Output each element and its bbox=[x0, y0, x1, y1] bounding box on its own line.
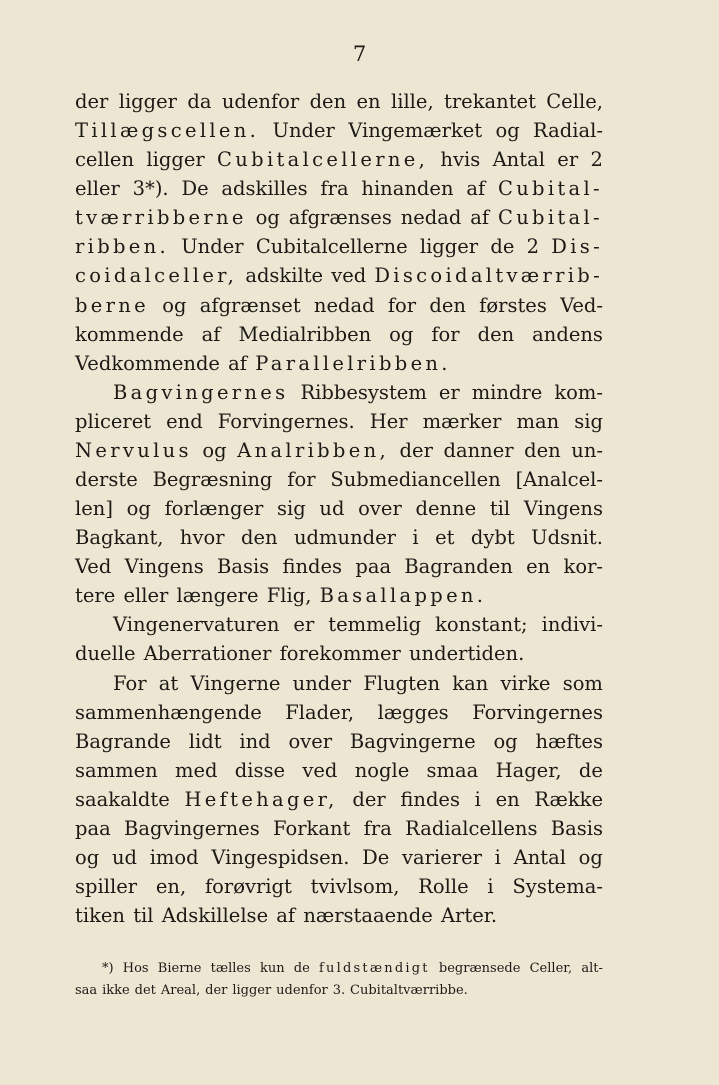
word: det bbox=[134, 983, 156, 998]
word: end bbox=[166, 409, 203, 433]
word: Heftehager, bbox=[184, 787, 338, 811]
word: en bbox=[526, 555, 551, 579]
word: disse bbox=[234, 758, 286, 782]
word: denne bbox=[415, 497, 477, 521]
word: ved bbox=[331, 264, 367, 288]
word: Systema- bbox=[512, 875, 603, 899]
text-line bbox=[75, 87, 603, 116]
word: berne bbox=[75, 293, 150, 317]
word: Nervulus bbox=[75, 438, 192, 462]
word: for bbox=[287, 468, 316, 492]
word: en bbox=[356, 90, 381, 113]
word: pliceret bbox=[75, 409, 152, 433]
word: saa bbox=[75, 983, 98, 998]
text-line bbox=[75, 552, 603, 581]
word: *) bbox=[102, 961, 114, 976]
word: Ved bbox=[75, 555, 112, 579]
word: sig bbox=[277, 497, 306, 521]
word: af bbox=[470, 206, 490, 230]
word: den bbox=[309, 90, 347, 113]
word: lille, bbox=[390, 90, 434, 113]
word: Basis bbox=[550, 816, 603, 840]
word: hinanden bbox=[361, 177, 454, 201]
word: len] bbox=[75, 497, 113, 521]
word: De bbox=[362, 846, 390, 870]
word: ved bbox=[302, 758, 338, 782]
word: Vingenervaturen bbox=[113, 613, 280, 637]
text-line bbox=[75, 349, 603, 378]
word: hvis bbox=[440, 148, 481, 172]
word: Udsnit. bbox=[531, 526, 603, 550]
text-line bbox=[75, 494, 603, 523]
word: til bbox=[133, 904, 154, 928]
word: Tillægscellen. bbox=[75, 119, 260, 143]
word: og bbox=[75, 846, 100, 870]
word: hæftes bbox=[535, 729, 603, 753]
text-line bbox=[75, 814, 603, 843]
text-line bbox=[75, 581, 603, 610]
word: lidt bbox=[188, 729, 222, 753]
word: af bbox=[466, 177, 486, 201]
word: Adskillelse bbox=[161, 904, 269, 928]
word: sammenhængende bbox=[75, 700, 262, 724]
word: Submediancellen bbox=[330, 468, 501, 492]
word: af bbox=[201, 322, 221, 346]
word: og bbox=[126, 497, 151, 521]
word: Vingerne bbox=[190, 671, 281, 695]
text-line bbox=[75, 698, 603, 727]
word: i bbox=[494, 846, 501, 870]
word: ligger bbox=[232, 983, 272, 998]
word: Aberrationer bbox=[143, 642, 272, 666]
word: forekommer bbox=[279, 642, 401, 666]
word: alt- bbox=[581, 961, 603, 976]
word: kun bbox=[259, 961, 285, 976]
word: Areal, bbox=[160, 983, 201, 998]
word: sammen bbox=[75, 758, 158, 782]
word: førstes bbox=[479, 293, 547, 317]
word: kor- bbox=[563, 555, 603, 579]
word: Under bbox=[272, 119, 335, 143]
word: Hos bbox=[122, 961, 149, 976]
word: og bbox=[578, 846, 603, 870]
word: Vingespidsen. bbox=[211, 846, 350, 870]
word: indivi- bbox=[541, 613, 603, 637]
word: at bbox=[158, 671, 179, 695]
word: Bierne bbox=[157, 961, 202, 976]
word: i bbox=[412, 526, 419, 550]
word: og bbox=[493, 729, 518, 753]
word: udmunder bbox=[293, 526, 396, 550]
text-line bbox=[75, 756, 603, 785]
word: Række bbox=[534, 787, 603, 811]
word: den bbox=[240, 526, 278, 550]
word: paa bbox=[355, 555, 392, 579]
text-line bbox=[75, 727, 603, 756]
word: for bbox=[431, 322, 460, 346]
word: Cubital- bbox=[497, 177, 603, 201]
word: konstant; bbox=[435, 613, 528, 637]
word: er bbox=[557, 148, 579, 172]
word: hvor bbox=[179, 526, 225, 550]
footnote-line bbox=[75, 958, 603, 980]
word: [Analcel- bbox=[515, 468, 603, 492]
word: andens bbox=[532, 322, 603, 346]
word: eller bbox=[123, 584, 169, 608]
word: der bbox=[399, 438, 433, 462]
word: virke bbox=[500, 671, 551, 695]
footnote-line bbox=[75, 980, 603, 1002]
word: Vingemærket bbox=[348, 119, 483, 143]
word: den bbox=[524, 438, 561, 462]
word: tere bbox=[75, 584, 116, 608]
word: Her bbox=[369, 409, 408, 433]
word: ligger bbox=[118, 90, 178, 113]
word: tvivlsom, bbox=[310, 875, 400, 899]
word: et bbox=[435, 526, 455, 550]
word: duelle bbox=[75, 642, 136, 666]
word: Bagvingernes bbox=[124, 816, 260, 840]
word: Celler, bbox=[529, 961, 573, 976]
text-line bbox=[75, 320, 603, 349]
word: Parallelribben. bbox=[255, 351, 451, 375]
word: 2 bbox=[526, 235, 540, 259]
text-line bbox=[75, 436, 603, 465]
word: Ribbesystem bbox=[300, 380, 427, 404]
word: undertiden. bbox=[409, 642, 525, 666]
word: Under bbox=[181, 235, 244, 259]
word: og bbox=[389, 322, 414, 346]
word: en bbox=[495, 787, 520, 811]
word: mindre bbox=[471, 380, 543, 404]
text-line bbox=[75, 291, 603, 320]
word: af bbox=[228, 351, 248, 375]
word: til bbox=[489, 497, 511, 521]
word: man bbox=[516, 409, 560, 433]
word: er bbox=[293, 613, 315, 637]
word: kommende bbox=[75, 322, 184, 346]
word: Hager, bbox=[495, 758, 562, 782]
word: de bbox=[490, 235, 515, 259]
word: kan bbox=[452, 671, 489, 695]
word: imod bbox=[149, 846, 199, 870]
text-line bbox=[75, 174, 603, 203]
text-line bbox=[75, 523, 603, 552]
word: Bagkant, bbox=[75, 526, 164, 550]
text-line bbox=[75, 145, 603, 174]
word: derste bbox=[75, 468, 138, 492]
word: Vedkommende bbox=[75, 351, 220, 375]
word: 3*). bbox=[132, 177, 169, 201]
word: Bagvingernes bbox=[113, 380, 289, 404]
word: af bbox=[276, 904, 296, 928]
word: spiller bbox=[75, 875, 138, 899]
word: er bbox=[438, 380, 460, 404]
word: Flig, bbox=[266, 584, 312, 608]
word: Basallappen. bbox=[319, 584, 487, 608]
word: 2 bbox=[590, 148, 603, 172]
word: og bbox=[202, 438, 227, 462]
word: Ved- bbox=[560, 293, 603, 317]
word: som bbox=[562, 671, 603, 695]
text-line bbox=[75, 785, 603, 814]
word: og bbox=[162, 293, 187, 317]
word: findes bbox=[400, 787, 460, 811]
word: Cubitaltværribbe. bbox=[350, 983, 468, 998]
text-line bbox=[75, 232, 603, 261]
word: Forvingernes bbox=[472, 700, 603, 724]
word: Dis- bbox=[551, 235, 603, 259]
word: nedad bbox=[313, 293, 375, 317]
word: For bbox=[113, 671, 147, 695]
text-line bbox=[75, 465, 603, 494]
word: nedad bbox=[400, 206, 462, 230]
word: under bbox=[292, 671, 352, 695]
word: den bbox=[477, 322, 515, 346]
word: med bbox=[175, 758, 218, 782]
word: Vingens bbox=[124, 555, 204, 579]
word: Discoidaltværrib- bbox=[374, 264, 603, 288]
word: ud bbox=[319, 497, 345, 521]
word: fra bbox=[363, 816, 392, 840]
word: fuldstændigt bbox=[319, 961, 430, 976]
word: Cubital- bbox=[497, 206, 603, 230]
word: adskilte bbox=[245, 264, 324, 288]
word: Antal bbox=[513, 846, 566, 870]
word: Forvingernes. bbox=[217, 409, 355, 433]
word: Rolle bbox=[418, 875, 469, 899]
word: un- bbox=[571, 438, 603, 462]
word: længere bbox=[176, 584, 259, 608]
text-line bbox=[75, 261, 603, 290]
word: da bbox=[187, 90, 212, 113]
word: Bagvingerne bbox=[349, 729, 476, 753]
word: Vingens bbox=[523, 497, 603, 521]
word: Celle, bbox=[546, 90, 603, 113]
word: nogle bbox=[354, 758, 410, 782]
word: og bbox=[495, 119, 520, 143]
word: de bbox=[293, 961, 310, 976]
body-text bbox=[75, 87, 603, 930]
word: tælles bbox=[210, 961, 251, 976]
word: kom- bbox=[554, 380, 603, 404]
word: saakaldte bbox=[75, 787, 170, 811]
word: Basis bbox=[216, 555, 270, 579]
word: over bbox=[288, 729, 333, 753]
text-line bbox=[75, 610, 603, 639]
word: danner bbox=[443, 438, 514, 462]
word: i bbox=[474, 787, 481, 811]
page-number: 7 bbox=[352, 42, 367, 66]
word: der bbox=[352, 787, 386, 811]
word: findes bbox=[282, 555, 343, 579]
word: afgrænses bbox=[288, 206, 392, 230]
word: ud bbox=[111, 846, 137, 870]
word: ligger bbox=[146, 148, 205, 172]
word: forøvrigt bbox=[204, 875, 292, 899]
word: Arter. bbox=[440, 904, 498, 928]
word: Radialcellens bbox=[405, 816, 538, 840]
word: Radial- bbox=[533, 119, 603, 143]
word: og bbox=[255, 206, 280, 230]
word: i bbox=[487, 875, 494, 899]
word: Forkant bbox=[273, 816, 351, 840]
word: afgrænset bbox=[199, 293, 301, 317]
text-line bbox=[75, 407, 603, 436]
text-line bbox=[75, 901, 603, 930]
word: tiken bbox=[75, 904, 125, 928]
word: smaa bbox=[426, 758, 479, 782]
text-line bbox=[75, 378, 603, 407]
text-line bbox=[75, 639, 603, 668]
word: dybt bbox=[470, 526, 515, 550]
text-line bbox=[75, 843, 603, 872]
word: trekantet bbox=[444, 90, 536, 113]
word: Medialribben bbox=[238, 322, 372, 346]
word: cellen bbox=[75, 148, 135, 172]
word: en, bbox=[155, 875, 187, 899]
word: paa bbox=[75, 816, 111, 840]
word: der bbox=[75, 90, 109, 113]
word: der bbox=[205, 983, 228, 998]
word: ligger bbox=[419, 235, 479, 259]
word: mærker bbox=[422, 409, 502, 433]
word: varierer bbox=[402, 846, 482, 870]
word: Bagrande bbox=[75, 729, 171, 753]
word: lægges bbox=[377, 700, 449, 724]
word: fra bbox=[320, 177, 349, 201]
word: 3. bbox=[332, 983, 346, 998]
word: Flader, bbox=[285, 700, 355, 724]
word: udenfor bbox=[221, 90, 300, 113]
text-line bbox=[75, 872, 603, 901]
word: begrænsede bbox=[438, 961, 521, 976]
word: forlænger bbox=[164, 497, 264, 521]
word: tværribberne bbox=[75, 206, 247, 230]
word: temmelig bbox=[328, 613, 422, 637]
word: Cubitalcellerne, bbox=[217, 148, 429, 172]
word: den bbox=[429, 293, 466, 317]
word: coidalceller, bbox=[75, 264, 238, 288]
word: ikke bbox=[102, 983, 130, 998]
word: Flugten bbox=[363, 671, 441, 695]
text-line bbox=[75, 203, 603, 232]
text-line bbox=[75, 116, 603, 145]
word: ind bbox=[239, 729, 271, 753]
word: De bbox=[181, 177, 209, 201]
word: nærstaaende bbox=[303, 904, 433, 928]
word: udenfor bbox=[276, 983, 328, 998]
word: eller bbox=[75, 177, 120, 201]
word: ribben. bbox=[75, 235, 170, 259]
word: sig bbox=[574, 409, 603, 433]
text-line bbox=[75, 669, 603, 698]
word: Antal bbox=[492, 148, 545, 172]
word: adskilles bbox=[221, 177, 308, 201]
footnote bbox=[75, 958, 603, 1002]
word: Begræsning bbox=[152, 468, 273, 492]
word: Cubitalcellerne bbox=[255, 235, 408, 259]
word: Analribben, bbox=[237, 438, 389, 462]
word: over bbox=[358, 497, 402, 521]
word: for bbox=[387, 293, 417, 317]
word: de bbox=[578, 758, 603, 782]
word: Bagranden bbox=[404, 555, 513, 579]
